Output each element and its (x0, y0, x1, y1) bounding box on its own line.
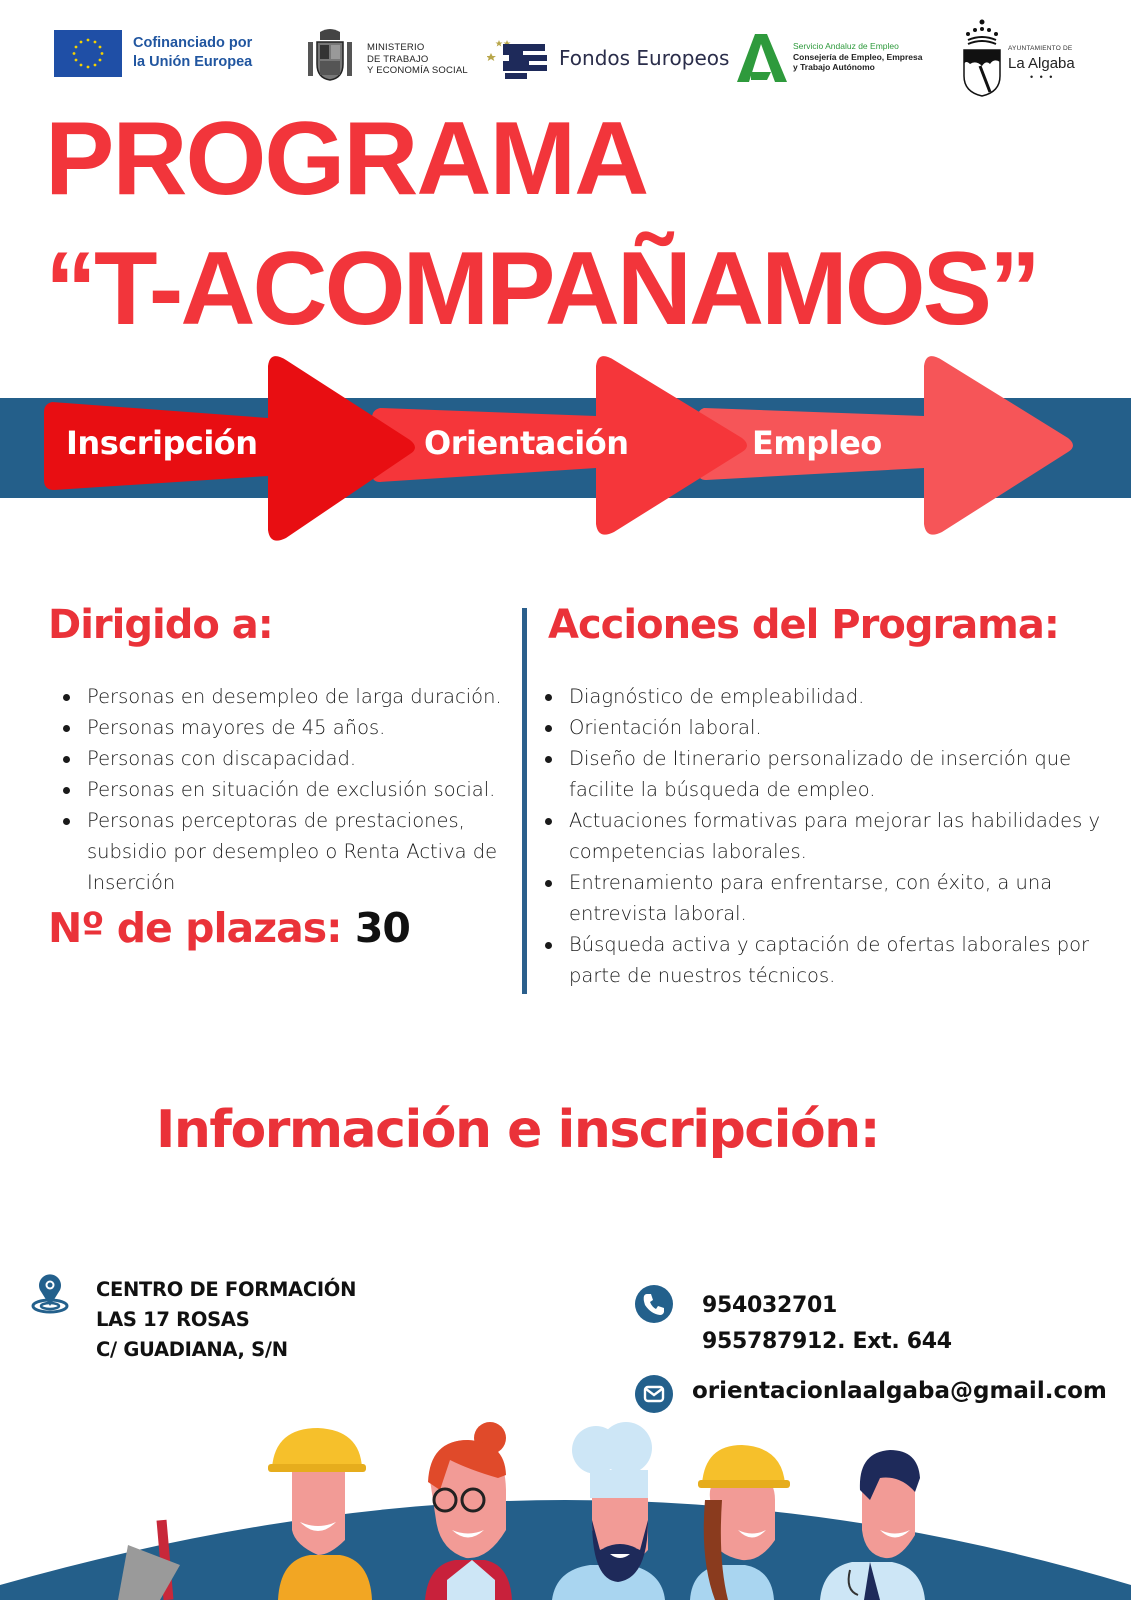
location-pin-icon (30, 1272, 70, 1314)
plazas-label: Nº de plazas: (48, 904, 342, 952)
address-line-2: LAS 17 ROSAS (96, 1308, 250, 1331)
acciones-list (542, 681, 1102, 991)
phone-icon (635, 1285, 673, 1323)
junta-line-3: y Trabajo Autónomo (793, 61, 875, 72)
la-algaba-dots: • • • (1030, 72, 1055, 82)
list-item: Personas mayores de 45 años. (60, 712, 520, 743)
eu-line-2: la Unión Europea (133, 54, 253, 70)
list-item: Búsqueda activa y captación de ofertas laborales por parte de nuestros técnicos. (542, 929, 1102, 991)
eu-line-1: Cofinanciado por (133, 35, 253, 51)
junta-line-2-3 (793, 53, 933, 72)
ministerio-line-3: Y ECONOMÍA SOCIAL (367, 65, 468, 76)
list-item: Personas en situación de exclusión social. (60, 774, 520, 805)
fondos-europeos-icon (487, 36, 549, 82)
eu-flag-icon (54, 30, 122, 77)
title-programa: PROGRAMA (45, 101, 648, 217)
step-inscripcion: Inscripción (66, 424, 258, 462)
list-item: Personas con discapacidad. (60, 743, 520, 774)
dirigido-list (60, 681, 520, 898)
ministerio-text (367, 42, 468, 77)
info-title: Información e inscripción: (156, 1100, 879, 1160)
phone-2[interactable]: 955787912. Ext. 644 (702, 1329, 952, 1354)
address-line-1: CENTRO DE FORMACIÓN (96, 1278, 357, 1301)
list-item: Entrenamiento para enfrentarse, con éxito, a una entrevista laboral. (542, 867, 1102, 929)
email-link[interactable]: orientacionlaalgaba@gmail.com (692, 1378, 1107, 1404)
list-item: Actuaciones formativas para mejorar las habilidades y competencias laborales. (542, 805, 1102, 867)
phone-1[interactable]: 954032701 (702, 1293, 838, 1318)
step-orientacion: Orientación (424, 424, 629, 462)
address-line-3: C/ GUADIANA, S/N (96, 1338, 288, 1361)
plazas-count (48, 904, 410, 952)
list-item: Diseño de Itinerario personalizado de inserción que facilite la búsqueda de empleo. (542, 743, 1102, 805)
eu-cofinanciado-text (133, 34, 252, 72)
list-item: Personas perceptoras de prestaciones, subsidio por desempleo o Renta Activa de Inserción (60, 805, 520, 898)
fondos-europeos-text: Fondos Europeos (559, 46, 730, 70)
title-t-acompanamos: “T-ACOMPAÑAMOS” (45, 231, 1039, 347)
phone-numbers (702, 1288, 952, 1360)
junta-line-1: Servicio Andaluz de Empleo (793, 41, 899, 51)
ministerio-line-2: DE TRABAJO (367, 53, 429, 65)
junta-andalucia-icon (737, 34, 787, 82)
dirigido-title: Dirigido a: (48, 602, 273, 648)
plazas-value: 30 (354, 904, 410, 952)
step-empleo: Empleo (752, 424, 882, 462)
la-algaba-crest-icon (960, 18, 1004, 98)
mail-icon (635, 1375, 673, 1413)
junta-line-2: Consejería de Empleo, Empresa (793, 52, 923, 62)
address (96, 1275, 356, 1365)
list-item: Personas en desempleo de larga duración. (60, 681, 520, 712)
ayuntamiento-label: AYUNTAMIENTO DE (1008, 45, 1073, 52)
acciones-title: Acciones del Programa: (548, 602, 1059, 648)
list-item: Diagnóstico de empleabilidad. (542, 681, 1102, 712)
logo-bar (0, 0, 1131, 105)
spain-crest-icon (306, 28, 354, 82)
ministerio-line-1: MINISTERIO (367, 42, 425, 53)
list-item: Orientación laboral. (542, 712, 1102, 743)
workers-illustration (0, 1420, 1131, 1600)
column-divider (522, 608, 527, 994)
la-algaba-name: La Algaba (1008, 55, 1075, 72)
